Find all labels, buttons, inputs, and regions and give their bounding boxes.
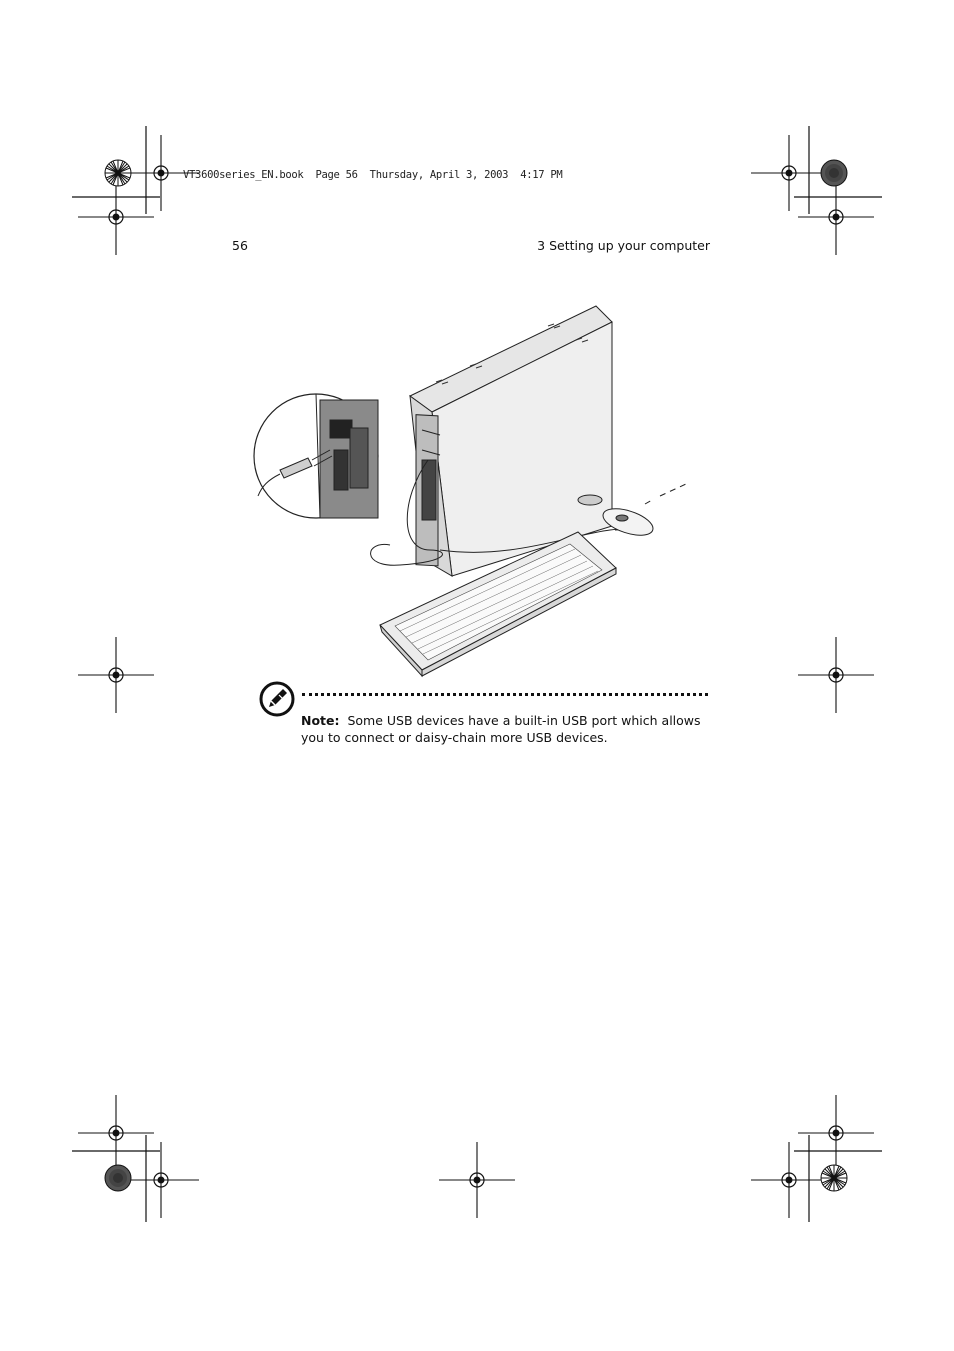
note-label: Note:	[301, 713, 340, 728]
print-info-line: VT3600series_EN.book Page 56 Thursday, April 3, 2003 4:17 PM	[183, 169, 563, 181]
note-divider	[302, 693, 708, 696]
usb-connection-illustration	[250, 300, 690, 680]
note-paragraph	[301, 712, 711, 746]
pencil-note-icon	[259, 681, 295, 717]
chapter-title: 3 Setting up your computer	[537, 238, 710, 253]
note-body: Some USB devices have a built-in USB port which allows you to connect or daisy-chain more USB devices.	[301, 713, 701, 745]
page-number: 56	[232, 238, 248, 253]
